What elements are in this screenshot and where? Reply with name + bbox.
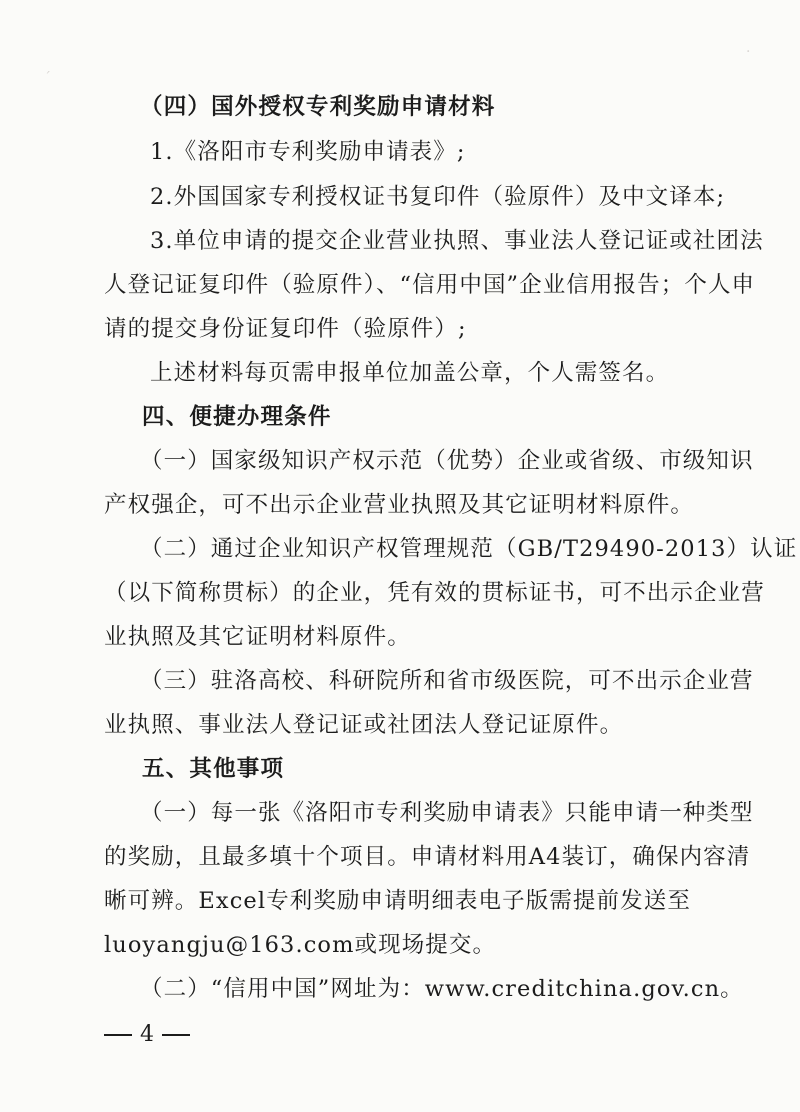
scan-mark: ˊ: [44, 70, 51, 86]
paragraph-line: （二）通过企业知识产权管理规范（GB/T29490-2013）认证: [140, 536, 798, 562]
paragraph-line: 上述材料每页需申报单位加盖公章，个人需签名。: [150, 360, 670, 386]
paragraph-line: （一）每一张《洛阳市专利奖励申请表》只能申请一种类型: [140, 800, 754, 826]
paragraph-line: （三）驻洛高校、科研院所和省市级医院，可不出示企业营: [140, 668, 754, 694]
footer-dash: [162, 1034, 190, 1036]
section-heading-convenience-conditions: 四、便捷办理条件: [142, 404, 332, 430]
paragraph-line: 晰可辨。Excel专利奖励申请明细表电子版需提前发送至: [104, 888, 691, 914]
paragraph-line: 2.外国国家专利授权证书复印件（验原件）及中文译本;: [150, 184, 726, 210]
scan-mark: ·: [746, 44, 751, 60]
paragraph-line: 请的提交身份证复印件（验原件）;: [104, 316, 467, 342]
paragraph-line: （一）国家级知识产权示范（优势）企业或省级、市级知识: [140, 448, 754, 474]
section-heading-foreign-patent-materials: （四）国外授权专利奖励申请材料: [140, 94, 496, 120]
paragraph-line: （以下简称贯标）的企业，凭有效的贯标证书，可不出示企业营: [104, 580, 765, 606]
page-number: 4: [140, 1022, 154, 1047]
paragraph-line-website: （二）“信用中国”网址为：www.creditchina.gov.cn。: [140, 976, 744, 1002]
page-footer: [104, 1020, 190, 1050]
paragraph-line: 业执照及其它证明材料原件。: [104, 624, 411, 650]
paragraph-line: 产权强企，可不出示企业营业执照及其它证明材料原件。: [104, 492, 695, 518]
paragraph-line-email: luoyangju@163.com或现场提交。: [104, 932, 497, 958]
section-heading-other-matters: 五、其他事项: [142, 756, 285, 782]
paragraph-line: 3.单位申请的提交企业营业执照、事业法人登记证或社团法: [150, 228, 764, 254]
paragraph-line: 1.《洛阳市专利奖励申请表》;: [150, 139, 466, 165]
footer-dash: [104, 1034, 132, 1036]
paragraph-line: 业执照、事业法人登记证或社团法人登记证原件。: [104, 712, 624, 738]
paragraph-line: 人登记证复印件（验原件）、“信用中国”企业信用报告；个人申: [104, 272, 756, 298]
paragraph-line: 的奖励，且最多填十个项目。申请材料用A4装订，确保内容清: [104, 844, 751, 870]
